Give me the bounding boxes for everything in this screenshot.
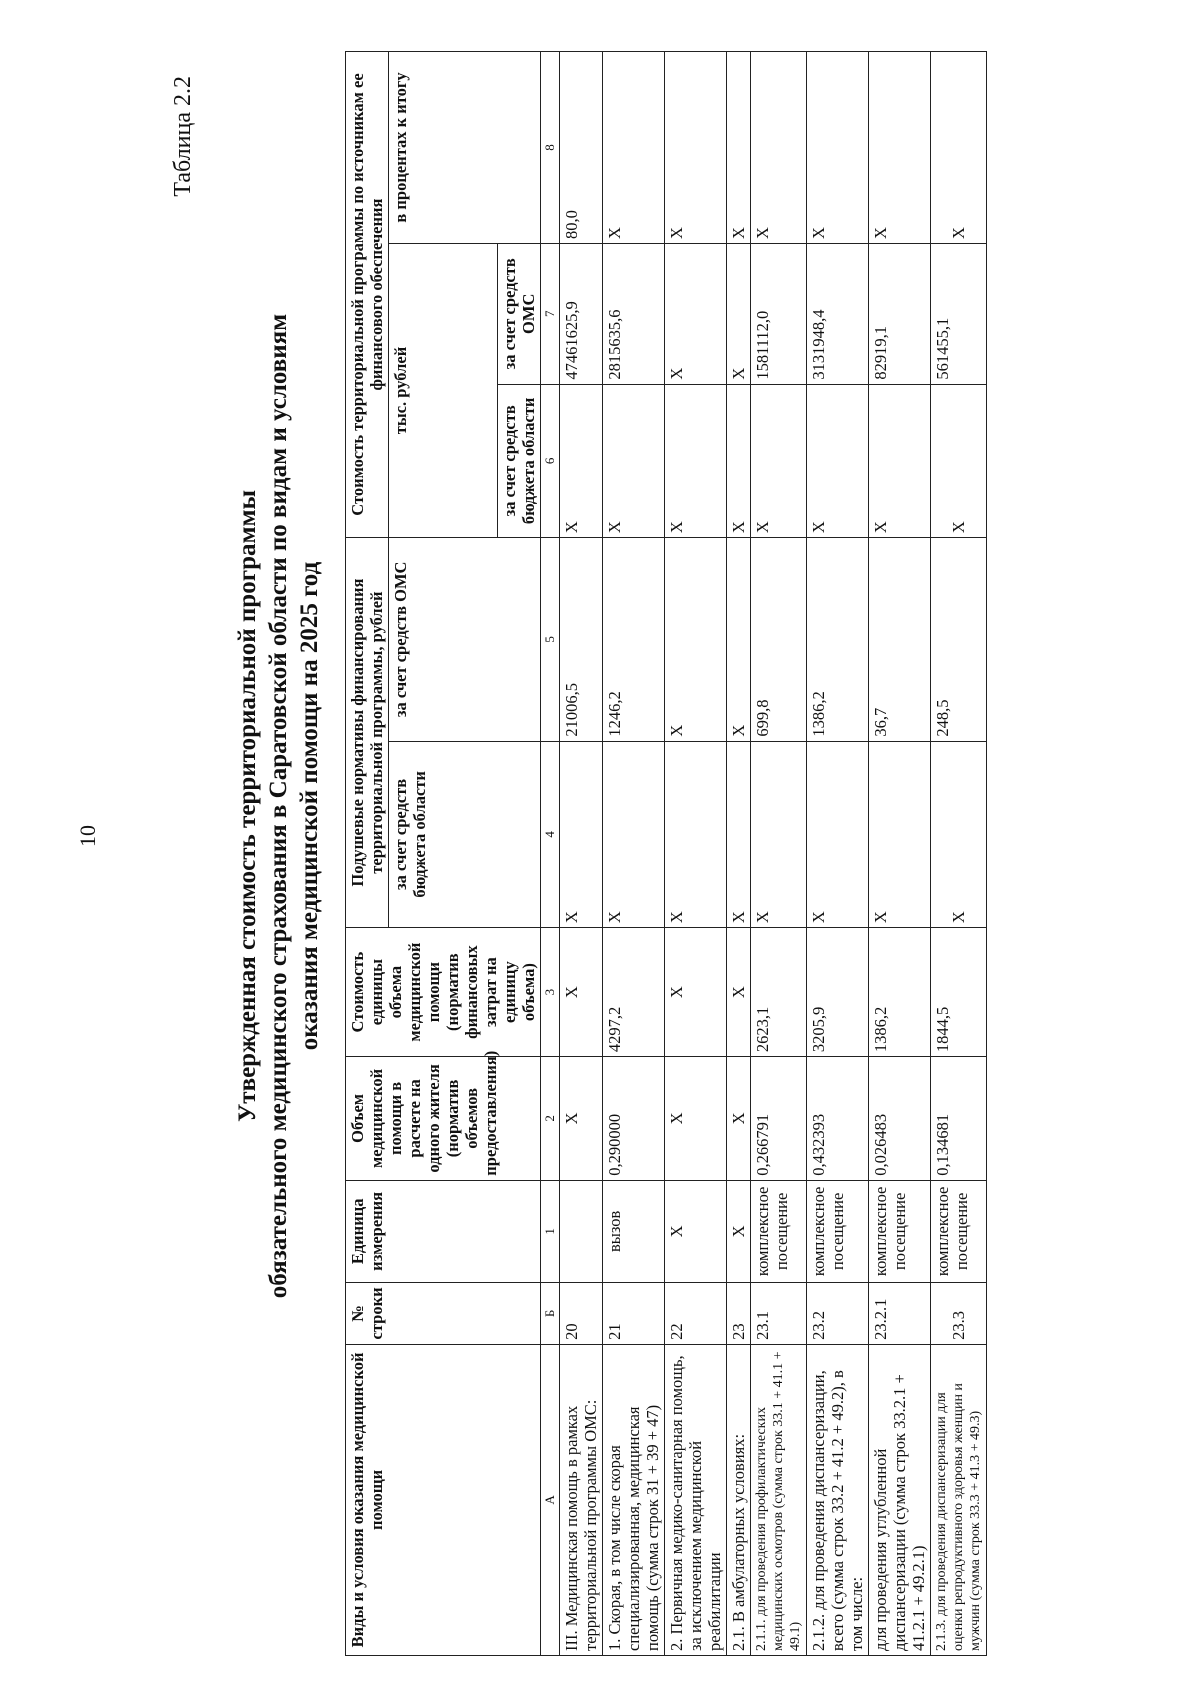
table-row (807, 52, 869, 1656)
row-per-budget: X (751, 741, 807, 928)
header-col-3: Стоимость единицы объема медицинской помощи (норматив финансовых затрат на единицу объема) (346, 928, 541, 1057)
col-number: 5 (541, 538, 560, 742)
row-volume: 0,432393 (807, 1057, 869, 1181)
row-unit-cost: 1386,2 (869, 928, 931, 1057)
row-unit: X (727, 1180, 751, 1282)
row-cost-budget: X (665, 384, 727, 537)
col-number: 4 (541, 741, 560, 928)
title-line-3: оказания медицинской помощи на 2025 год (296, 561, 323, 1051)
row-percent: X (931, 52, 987, 244)
row-percent: X (665, 52, 727, 244)
header-row-1 (346, 52, 389, 1656)
row-percent: X (751, 52, 807, 244)
row-number: 23.2 (807, 1283, 869, 1345)
row-per-oms: X (727, 538, 751, 742)
col-number: 2 (541, 1057, 560, 1181)
row-cost-budget: X (869, 384, 931, 537)
row-cost-budget: X (751, 384, 807, 537)
row-per-budget: X (665, 741, 727, 928)
row-number: 23.2.1 (869, 1283, 931, 1345)
table-row (869, 52, 931, 1656)
header-col-4: за счет средств бюджета области (389, 741, 541, 928)
table-row (603, 52, 665, 1656)
header-group-67: тыс. рублей (389, 243, 498, 537)
row-number: 22 (665, 1283, 727, 1345)
row-cost-oms: X (665, 243, 727, 384)
row-per-oms: 1246,2 (603, 538, 665, 742)
row-cost-budget: X (560, 384, 603, 537)
row-unit: X (665, 1180, 727, 1282)
col-number: 8 (541, 52, 560, 244)
row-unit-cost: 4297,2 (603, 928, 665, 1057)
row-per-budget: X (807, 741, 869, 928)
row-name: III. Медицинская помощь в рамках территориальной программы ОМС: (560, 1344, 603, 1655)
title-line-2: обязательного медицинского страхования в Саратовской области по видам и условиям (265, 313, 292, 1299)
header-col-b: № строки (346, 1283, 541, 1345)
row-volume: 0,290000 (603, 1057, 665, 1181)
row-percent: X (727, 52, 751, 244)
header-col-1: Единица измерения (346, 1180, 541, 1282)
row-percent: 80,0 (560, 52, 603, 244)
col-number: 3 (541, 928, 560, 1057)
header-col-8: в процентах к итогу (389, 52, 541, 244)
row-per-oms: 21006,5 (560, 538, 603, 742)
row-unit: комплексное посещение (931, 1180, 987, 1282)
row-cost-oms: X (727, 243, 751, 384)
row-name: 2.1.1. для проведения профилактических медицинских осмотров (сумма строк 33.1 + 41.1 + 49.1) (751, 1344, 807, 1655)
row-unit-cost: 1844,5 (931, 928, 987, 1057)
header-col-2: Объем медицинской помощи в расчете на одного жителя (норматив объемов предоставления) (346, 1057, 541, 1181)
row-per-budget: X (869, 741, 931, 928)
row-number: 23.1 (751, 1283, 807, 1345)
row-unit-cost: X (727, 928, 751, 1057)
table-row (727, 52, 751, 1656)
table-row (751, 52, 807, 1656)
row-percent: X (807, 52, 869, 244)
row-name: 2.1. В амбулаторных условиях: (727, 1344, 751, 1655)
header-group-45: Подушевые нормативы финансирования территориальной программы, рублей (346, 538, 389, 928)
row-cost-budget: X (931, 384, 987, 537)
row-name: 1. Скорая, в том числе скорая специализированная, медицинская помощь (сумма строк 31 + 39 + 47) (603, 1344, 665, 1655)
row-unit-cost: X (560, 928, 603, 1057)
column-number-row (541, 52, 560, 1656)
row-per-oms: 1386,2 (807, 538, 869, 742)
row-per-oms: 699,8 (751, 538, 807, 742)
col-number: А (541, 1344, 560, 1655)
header-col-6: за счет средств бюджета области (498, 384, 541, 537)
row-number: 21 (603, 1283, 665, 1345)
row-name: 2. Первичная медико-санитарная помощь, за исключением медицинской реабилитации (665, 1344, 727, 1655)
document-title (232, 156, 325, 1456)
row-number: 23.3 (931, 1283, 987, 1345)
header-col-7: за счет средств ОМС (498, 243, 541, 384)
row-volume: X (560, 1057, 603, 1181)
row-unit: комплексное посещение (869, 1180, 931, 1282)
row-percent: X (869, 52, 931, 244)
header-group-678: Стоимость территориальной программы по источникам ее финансового обеспечения (346, 52, 389, 538)
table-row (931, 52, 987, 1656)
row-cost-oms: 561455,1 (931, 243, 987, 384)
row-cost-oms: 47461625,9 (560, 243, 603, 384)
row-name: для проведения углубленной диспансеризации (сумма строк 33.2.1 + 41.2.1 + 49.2.1) (869, 1344, 931, 1655)
row-per-budget: X (560, 741, 603, 928)
row-unit: комплексное посещение (807, 1180, 869, 1282)
row-volume: 0,134681 (931, 1057, 987, 1181)
row-unit-cost: 2623,1 (751, 928, 807, 1057)
row-cost-oms: 3131948,4 (807, 243, 869, 384)
col-number: 6 (541, 384, 560, 537)
table-row (560, 52, 603, 1656)
col-number: 1 (541, 1180, 560, 1282)
row-volume: 0,266791 (751, 1057, 807, 1181)
row-number: 20 (560, 1283, 603, 1345)
col-number: 7 (541, 243, 560, 384)
row-volume: X (727, 1057, 751, 1181)
col-number: Б (541, 1283, 560, 1345)
row-cost-oms: 2815635,6 (603, 243, 665, 384)
row-cost-oms: 1581112,0 (751, 243, 807, 384)
cost-table (345, 51, 987, 1656)
row-percent: X (603, 52, 665, 244)
header-col-5: за счет средств ОМС (389, 538, 541, 742)
row-unit: комплексное посещение (751, 1180, 807, 1282)
row-unit: вызов (603, 1180, 665, 1282)
row-volume: 0,026483 (869, 1057, 931, 1181)
header-col-a: Виды и условия оказания медицинской помощи (346, 1344, 541, 1655)
title-line-1: Утвержденная стоимость территориальной программы (234, 489, 261, 1123)
row-per-budget: X (603, 741, 665, 928)
row-cost-budget: X (727, 384, 751, 537)
row-unit-cost: 3205,9 (807, 928, 869, 1057)
row-name: 2.1.2. для проведения диспансеризации, всего (сумма строк 33.2 + 41.2 + 49.2), в том числе: (807, 1344, 869, 1655)
row-unit (560, 1180, 603, 1282)
row-name: 2.1.3. для проведения диспансеризации для оценки репродуктивного здоровья женщин и мужчин (сумма строк 33.3 + 41.3 + 49.3) (931, 1344, 987, 1655)
table-label: Таблица 2.2 (170, 76, 196, 197)
page-number: 10 (75, 825, 100, 847)
row-per-budget: X (931, 741, 987, 928)
row-cost-budget: X (807, 384, 869, 537)
row-number: 23 (727, 1283, 751, 1345)
row-per-oms: X (665, 538, 727, 742)
table-row (665, 52, 727, 1656)
row-per-budget: X (727, 741, 751, 928)
row-volume: X (665, 1057, 727, 1181)
row-cost-oms: 82919,1 (869, 243, 931, 384)
row-per-oms: 36,7 (869, 538, 931, 742)
row-per-oms: 248,5 (931, 538, 987, 742)
row-cost-budget: X (603, 384, 665, 537)
row-unit-cost: X (665, 928, 727, 1057)
